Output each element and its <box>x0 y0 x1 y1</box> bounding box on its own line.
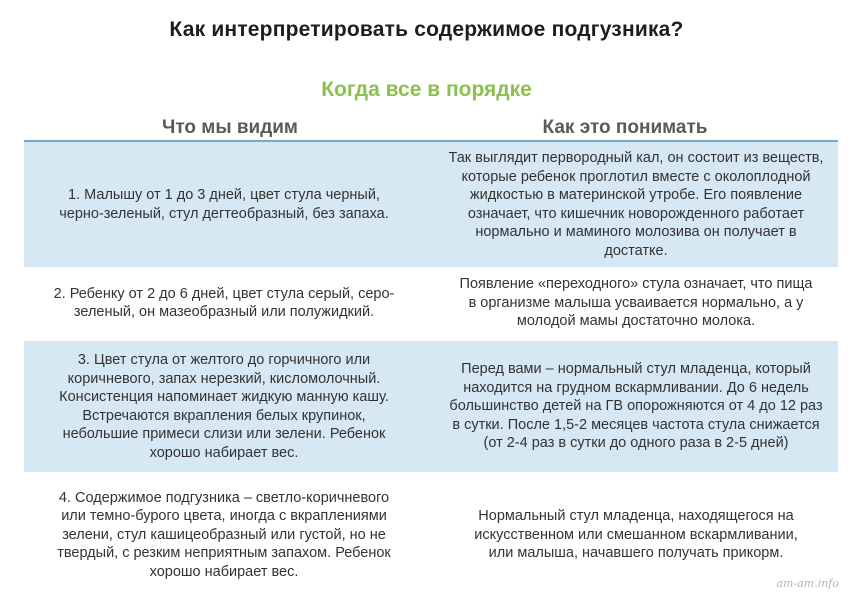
row-1-interpretation-text: Так выглядит первородный кал, он состоит из веществ, которые ребенок проглотил вместе с околоплодной жидкостью в материнской утробе. Его появление означает, что кишечник новорожденного работает нормально и маминого молозива он получает в достатке. <box>448 150 824 259</box>
row-3-interpretation <box>434 341 838 472</box>
row-2-observation-text: 2. Ребенку от 2 до 6 дней, цвет стула серый, серо-зеленый, он мазеобразный или полужидкий. <box>53 285 395 320</box>
row-3-observation-text: 3. Цвет стула от желтого до горчичного или коричневого, запах нерезкий, кисломолочный. Консистенция напоминает жидкую манную кашу. Встречаются вкрапления белых крупинок, небольшие примеси слизи или зелени. Ребенок хорошо набирает вес. <box>59 352 389 461</box>
section-subtitle: Когда все в порядке <box>321 78 532 101</box>
row-1-observation <box>24 142 424 267</box>
row-4-observation-text: 4. Содержимое подгузника – светло-коричневого или темно-бурого цвета, иногда с вкраплениями зелени, стул кашицеобразный или густой, но не твердый, с резким неприятным запахом. Ребенок хорошо набирает вес. <box>57 489 391 580</box>
row-1-interpretation <box>434 142 838 267</box>
table-row-4 <box>24 474 838 596</box>
row-2-observation <box>24 267 424 339</box>
row-1-observation-text: 1. Малышу от 1 до 3 дней, цвет стула черный, черно-зеленый, стул дегтеобразный, без запаха. <box>59 187 389 222</box>
column-header-what-we-see: Что мы видим <box>161 117 298 138</box>
table-row-2 <box>24 267 838 339</box>
table-row-1 <box>24 142 838 267</box>
column-header-how-to-understand: Как это понимать <box>542 117 708 138</box>
row-4-observation <box>24 474 424 596</box>
page-title: Как интерпретировать содержимое подгузника? <box>169 18 684 41</box>
table-row-3 <box>24 341 838 472</box>
row-4-interpretation-text: Нормальный стул младенца, находящегося на искусственном или смешанном вскармливании, или малыша, начавшего получать прикорм. <box>474 508 798 562</box>
row-3-interpretation-text: Перед вами – нормальный стул младенца, который находится на грудном вскармливании. До 6 недель большинство детей на ГВ опорожняются от 4 до 12 раз в сутки. После 1,5-2 месяцев частота стула снижается (от 2-4 раз в сутки до одного раза в 2-5 дней) <box>449 361 823 452</box>
row-3-observation <box>24 341 424 472</box>
row-2-interpretation <box>434 267 838 339</box>
row-2-interpretation-text: Появление «переходного» стула означает, что пища в организме малыша усваивается нормально, а у молодой мамы достаточно молока. <box>459 276 813 330</box>
site-watermark: am-am.info <box>776 577 839 590</box>
